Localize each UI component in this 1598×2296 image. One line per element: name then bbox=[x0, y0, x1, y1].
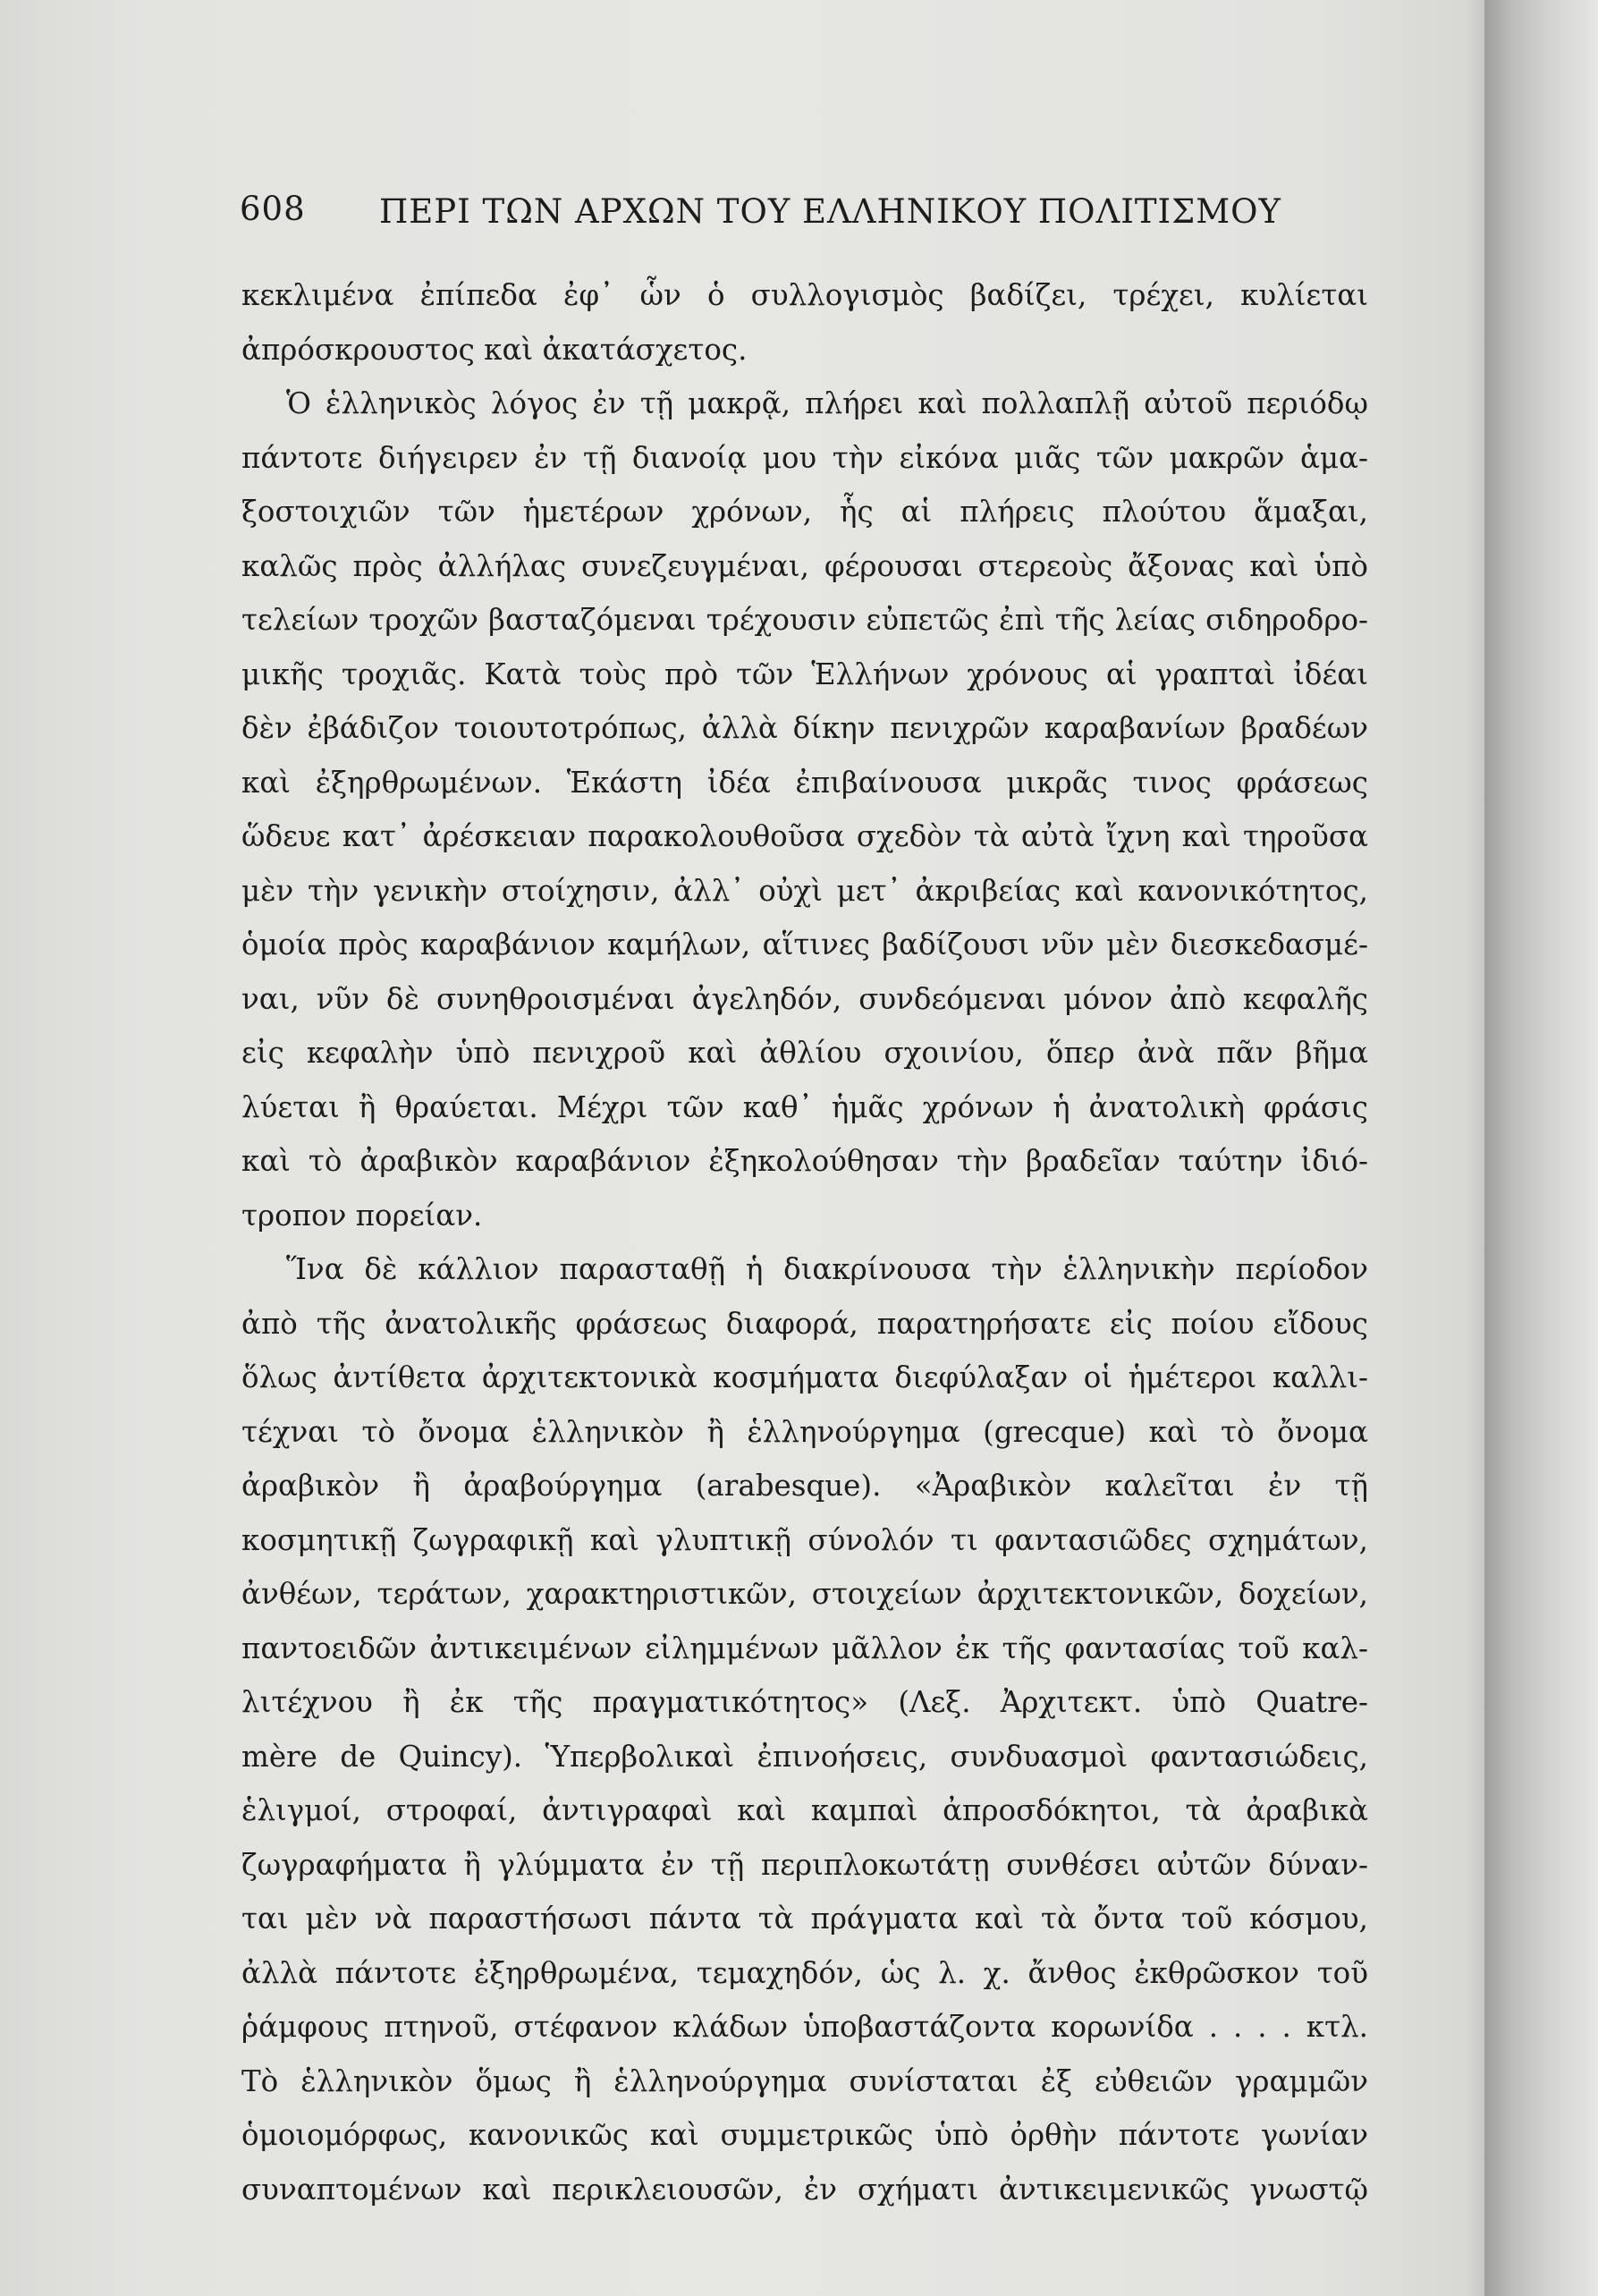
text-line: Ὁ ἑλληνικὸς λόγος ἐν τῇ μακρᾷ, πλήρει καὶ πολλαπλῇ αὐτοῦ περιόδῳ bbox=[286, 386, 1368, 420]
text-line: πάντοτε διήγειρεν ἐν τῇ διανοίᾳ μου τὴν εἰκόνα μιᾶς τῶν μακρῶν ἁμα- bbox=[241, 440, 1368, 475]
text-line: καλῶς πρὸς ἀλλήλας συνεζευγμέναι, φέρουσαι στερεοὺς ἄξονας καὶ ὑπὸ bbox=[241, 548, 1368, 583]
text-line: τροπον πορείαν. bbox=[241, 1198, 483, 1233]
text-line: κοσμητικῇ ζωγραφικῇ καὶ γλυπτικῇ σύνολόν τι φαντασιῶδες σχημάτων, bbox=[241, 1522, 1368, 1557]
text-line: λιτέχνου ἢ ἐκ τῆς πραγματικότητος» (Λεξ. Ἀρχιτεκτ. ὑπὸ Quatre- bbox=[241, 1685, 1368, 1719]
text-line: ὁμοία πρὸς καραβάνιον καμήλων, αἵτινες βαδίζουσι νῦν μὲν διεσκεδασμέ- bbox=[241, 928, 1368, 962]
text-line: mère de Quincy). Ὑπερβολικαὶ ἐπινοήσεις, συνδυασμοὶ φαντασιώδεις, bbox=[241, 1739, 1368, 1774]
text-line: κεκλιμένα ἐπίπεδα ἐφ᾽ ὧν ὁ συλλογισμὸς βαδίζει, τρέχει, κυλίεται bbox=[241, 278, 1368, 312]
text-line: μὲν τὴν γενικὴν στοίχησιν, ἀλλ᾽ οὐχὶ μετ᾽ ἀκριβείας καὶ κανονικότητος, bbox=[241, 873, 1368, 908]
text-line: καὶ τὸ ἀραβικὸν καραβάνιον ἐξηκολούθησαν τὴν βραδεῖαν ταύτην ἰδιό- bbox=[241, 1144, 1368, 1178]
book-spine bbox=[1484, 0, 1598, 2296]
text-line: ἀραβικὸν ἢ ἀραβούργημα (arabesque). «Ἀραβικὸν καλεῖται ἐν τῇ bbox=[241, 1469, 1368, 1503]
page-number: 608 bbox=[240, 190, 306, 228]
text-line: συναπτομένων καὶ περικλειουσῶν, ἐν σχήματι ἀντικειμενικῶς γνωστῷ bbox=[241, 2172, 1368, 2207]
text-line: Ἵνα δὲ κάλλιον παρασταθῇ ἡ διακρίνουσα τὴν ἑλληνικὴν περίοδον bbox=[286, 1252, 1368, 1286]
text-line: Τὸ ἑλληνικὸν ὅμως ἢ ἑλληνούργημα συνίσταται ἐξ εὐθειῶν γραμμῶν bbox=[241, 2063, 1368, 2098]
text-line: παντοειδῶν ἀντικειμένων εἰλημμένων μᾶλλον ἐκ τῆς φαντασίας τοῦ καλ- bbox=[241, 1631, 1368, 1665]
text-line: ζωγραφήματα ἢ γλύμματα ἐν τῇ περιπλοκωτάτῃ συνθέσει αὐτῶν δύναν- bbox=[241, 1847, 1368, 1882]
text-line: τελείων τροχῶν βασταζόμεναι τρέχουσιν εὐπετῶς ἐπὶ τῆς λείας σιδηροδρο- bbox=[241, 603, 1368, 637]
text-line: μικῆς τροχιᾶς. Κατὰ τοὺς πρὸ τῶν Ἑλλήνων χρόνους αἱ γραπταὶ ἰδέαι bbox=[241, 657, 1368, 691]
text-line: εἰς κεφαλὴν ὑπὸ πενιχροῦ καὶ ἀθλίου σχοινίου, ὅπερ ἀνὰ πᾶν βῆμα bbox=[241, 1036, 1368, 1070]
page-header bbox=[240, 190, 1281, 243]
text-line: ἀνθέων, τεράτων, χαρακτηριστικῶν, στοιχείων ἀρχιτεκτονικῶν, δοχείων, bbox=[241, 1577, 1368, 1611]
text-line: ὅλως ἀντίθετα ἀρχιτεκτονικὰ κοσμήματα διεφύλαξαν οἱ ἡμέτεροι καλλι- bbox=[241, 1360, 1368, 1394]
text-line: ἀπὸ τῆς ἀνατολικῆς φράσεως διαφορά, παρατηρήσατε εἰς ποίου εἴδους bbox=[241, 1306, 1368, 1341]
text-line: ναι, νῦν δὲ συνηθροισμέναι ἀγεληδόν, συνδεόμεναι μόνον ἀπὸ κεφαλῆς bbox=[241, 981, 1368, 1016]
text-line: ῥάμφους πτηνοῦ, στέφανον κλάδων ὑποβαστάζοντα κορωνίδα . . . . κτλ. bbox=[241, 2010, 1368, 2044]
text-line: ὥδευε κατ᾽ ἀρέσκειαν παρακολουθοῦσα σχεδὸν τὰ αὐτὰ ἴχνη καὶ τηροῦσα bbox=[241, 819, 1368, 853]
text-line: ἀπρόσκρουστος καὶ ἀκατάσχετος. bbox=[241, 332, 748, 367]
text-line: ἑλιγμοί, στροφαί, ἀντιγραφαὶ καὶ καμπαὶ ἀπροσδόκητοι, τὰ ἀραβικὰ bbox=[241, 1793, 1368, 1827]
body-text bbox=[241, 268, 1368, 2216]
text-line: καὶ ἐξηρθρωμένων. Ἑκάστη ἰδέα ἐπιβαίνουσα μικρᾶς τινος φράσεως bbox=[241, 765, 1368, 800]
text-line: δὲν ἐβάδιζον τοιουτοτρόπως, ἀλλὰ δίκην πενιχρῶν καραβανίων βραδέων bbox=[241, 711, 1368, 745]
text-line: ὁμοιομόρφως, κανονικῶς καὶ συμμετρικῶς ὑπὸ ὀρθὴν πάντοτε γωνίαν bbox=[241, 2118, 1368, 2152]
text-line: ἀλλὰ πάντοτε ἐξηρθρωμένα, τεμαχηδόν, ὡς λ. χ. ἄνθος ἐκθρῶσκον τοῦ bbox=[241, 1955, 1368, 1990]
text-line: λύεται ἢ θραύεται. Μέχρι τῶν καθ᾽ ἡμᾶς χρόνων ἡ ἀνατολικὴ φράσις bbox=[241, 1089, 1368, 1124]
text-line: ξοστοιχιῶν τῶν ἡμετέρων χρόνων, ἧς αἱ πλήρεις πλούτου ἅμαξαι, bbox=[241, 495, 1368, 529]
text-line: ται μὲν νὰ παραστήσωσι πάντα τὰ πράγματα καὶ τὰ ὄντα τοῦ κόσμου, bbox=[241, 1902, 1368, 1936]
running-head: ΠΕΡΙ ΤΩΝ ΑΡΧΩΝ ΤΟΥ ΕΛΛΗΝΙΚΟΥ ΠΟΛΙΤΙΣΜΟΥ bbox=[379, 192, 1281, 231]
text-line: τέχναι τὸ ὄνομα ἑλληνικὸν ἢ ἑλληνούργημα (grecque) καὶ τὸ ὄνομα bbox=[241, 1414, 1368, 1449]
